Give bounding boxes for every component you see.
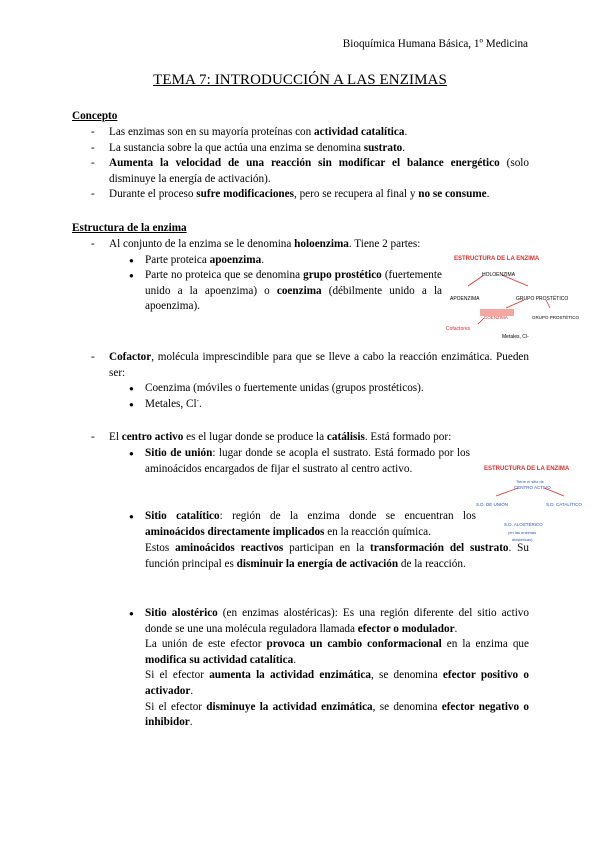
holoenzima-block: [72, 237, 442, 315]
list-item: ● Sitio catalítico: región de la enzima donde se encuentran los aminoácidos directamente implicados en la reacción química.: [72, 509, 476, 540]
list-item: - La sustancia sobre la que actúa una enzima se denomina sustrato.: [72, 141, 529, 157]
sitio-alosterico-item: [72, 606, 529, 731]
sitio-catalitico-item: [72, 509, 476, 540]
list-item: ● Coenzima (móviles o fuertemente unidas (grupos prostéticos).: [72, 381, 529, 397]
list-item: - Cofactor, molécula imprescindible para que se lleve a cabo la reacción enzimática. Pueden ser:: [72, 350, 529, 381]
section-heading-estructura: Estructura de la enzima: [72, 222, 187, 234]
figure-label: Metales, Cl-: [502, 334, 529, 340]
document-header: Bioquímica Humana Básica, 1º Medicina: [342, 38, 528, 50]
figure-label: S.D. ALOSTÉRICO: [504, 522, 543, 527]
paragraph: La unión de este efector provoca un cambio conformacional en la enzima que modifica su actividad catalítica.: [145, 638, 529, 666]
list-item: - Al conjunto de la enzima se le denomina holoenzima. Tiene 2 partes:: [72, 237, 442, 253]
list-item: - Las enzimas son en su mayoría proteínas con actividad catalítica.: [72, 125, 529, 141]
list-item: ● Parte no proteica que se denomina grupo prostético (fuertemente unido a la apoenzima) o coenzima (débilmente unido a la apoenzima).: [72, 268, 442, 315]
paragraph: Si el efector disminuye la actividad enzimática, se denomina efector negativo o inhibidor.: [145, 700, 529, 729]
list-item: - Durante el proceso sufre modificaciones, pero se recupera al final y no se consume.: [72, 187, 529, 203]
figure-title: ESTRUCTURA DE LA ENZIMA: [484, 466, 570, 472]
list-item: ● Sitio alostérico (en enzimas alostéricas): Es una región diferente del sitio activo donde se une una molécula reguladora llamada efector o modulador.: [72, 606, 529, 637]
sitio-union-item: [72, 446, 470, 477]
page-title: TEMA 7: INTRODUCCIÓN A LAS ENZIMAS: [153, 72, 447, 88]
list-item: - El centro activo es el lugar donde se produce la catálisis. Está formado por:: [72, 430, 529, 446]
figure-label: Tiene el sitio de: [516, 479, 544, 484]
centro-activo-item: [72, 430, 529, 446]
figure-label: COENZIMA: [484, 315, 508, 320]
figure-label: GRUPO PROSTÉTICO: [532, 315, 580, 320]
sitio-catalitico-detail: [72, 541, 529, 572]
figure-centro-activo: [476, 462, 588, 546]
list-item: ● Parte proteica apoenzima.: [72, 253, 442, 269]
figure-label: APOENZIMA: [450, 296, 480, 302]
figure-label: HOLOENZIMA: [482, 272, 516, 278]
figure-label: S.D. DE UNIÓN: [476, 502, 509, 507]
figure-label: CENTRO ACTIVO: [514, 485, 551, 490]
figure-label: S.D. CATALÍTICO: [546, 502, 582, 507]
figure-title: ESTRUCTURA DE LA ENZIMA: [454, 256, 540, 262]
section-heading-concepto: Concepto: [72, 110, 118, 122]
concepto-list: [72, 125, 529, 203]
cofactor-block: [72, 350, 529, 412]
figure-label: Cofactores: [446, 326, 471, 332]
figure-estructura-enzima: [444, 250, 586, 340]
paragraph: Si el efector aumenta la actividad enzimática, se denomina efector positivo o activador.: [145, 669, 529, 697]
figure-label: alostéricas): [512, 537, 533, 542]
list-item: ● Metales, Cl-.: [72, 397, 529, 413]
list-item: - Aumenta la velocidad de una reacción sin modificar el balance energético (solo disminuye la energía de activación).: [72, 156, 529, 187]
figure-label: (en las enzimas: [508, 530, 537, 535]
paragraph: Estos aminoácidos reactivos participan en la transformación del sustrato. Su función principal es disminuir la energía de activación de la reacción.: [145, 542, 529, 570]
list-item: ● Sitio de unión: lugar donde se acopla el sustrato. Está formado por los aminoácidos encargados de fijar el sustrato al centro activo.: [72, 446, 470, 477]
figure-label: GRUPO PROSTÉTICO: [516, 296, 569, 302]
